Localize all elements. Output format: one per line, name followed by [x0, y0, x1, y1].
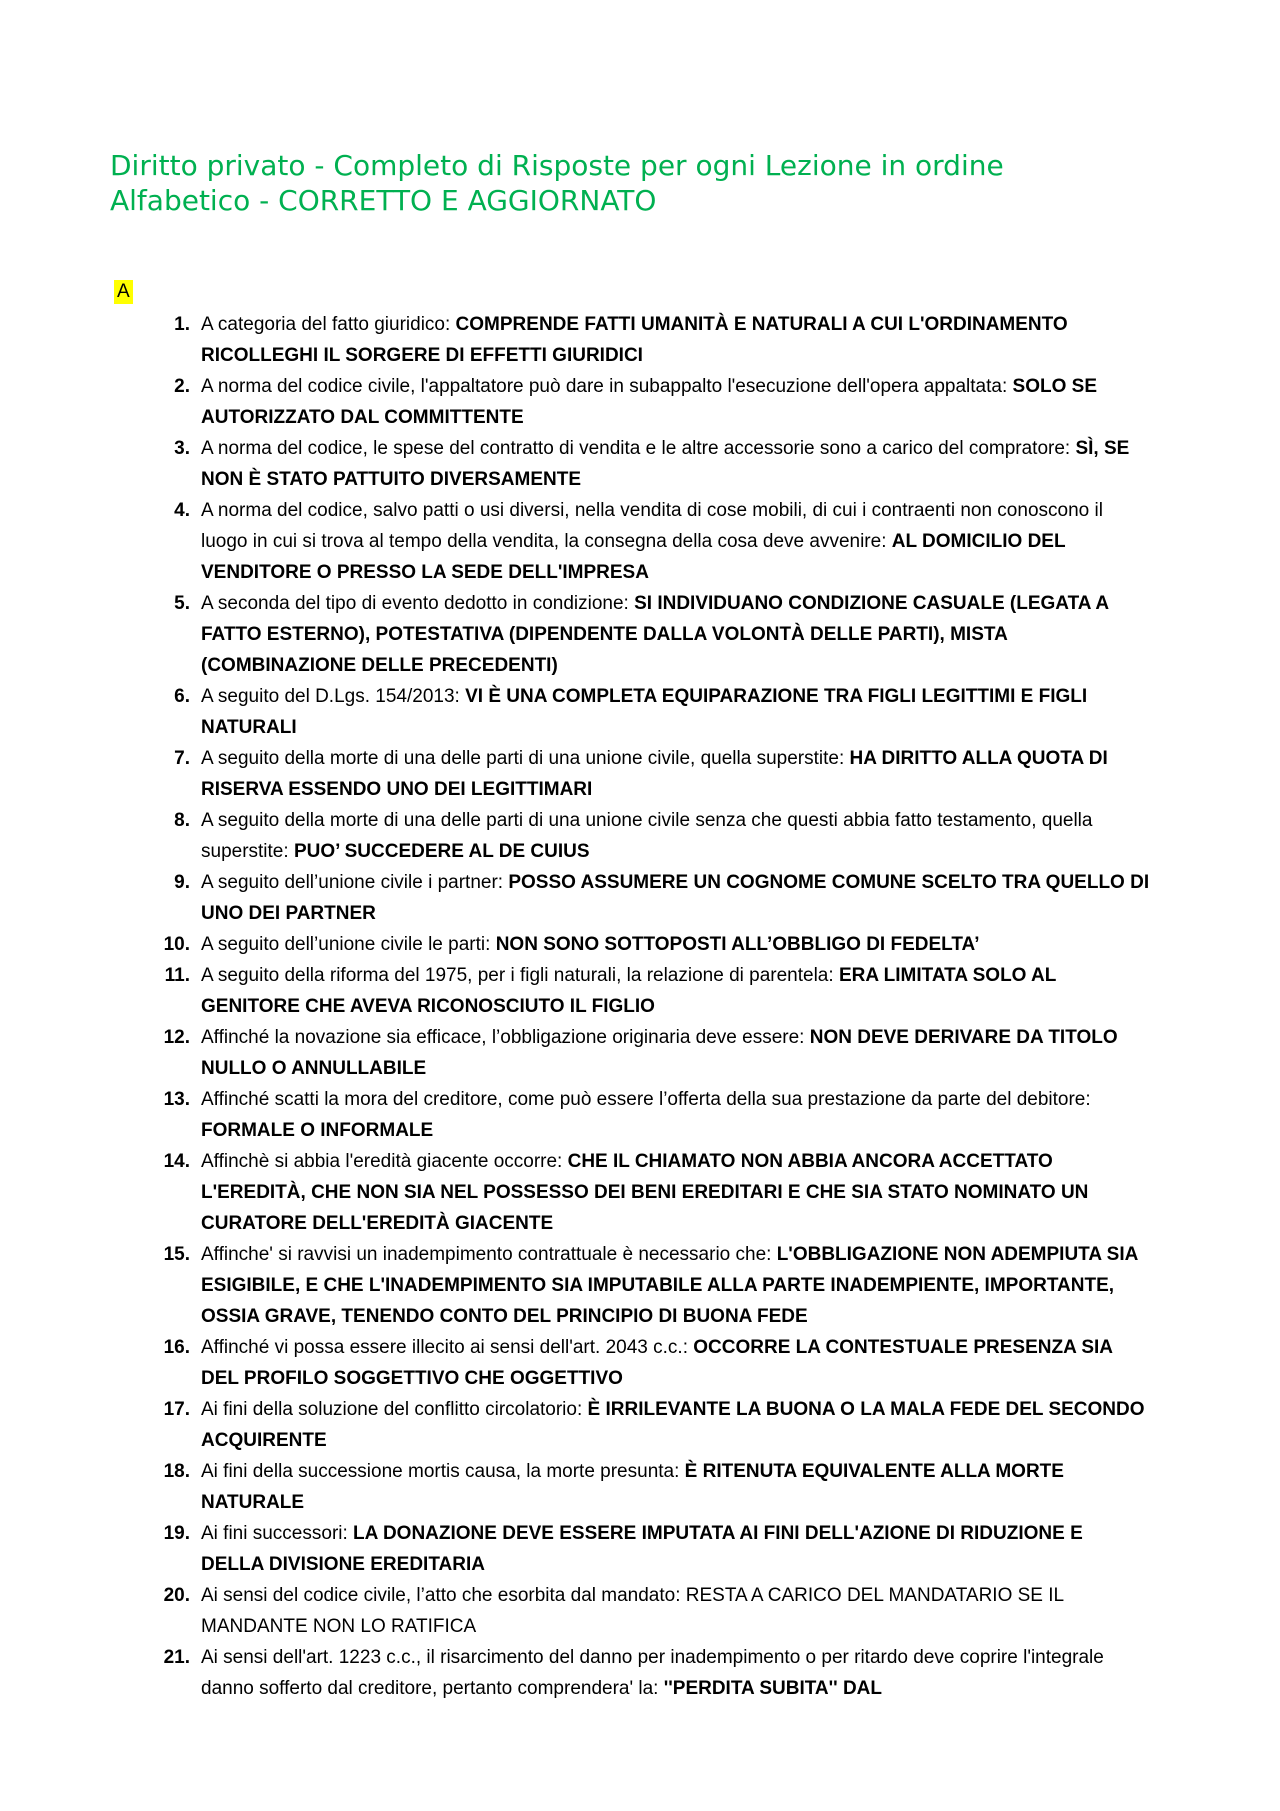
- question-item: [0, 1332, 1280, 1394]
- question-number: 14.: [163, 1151, 190, 1172]
- question-number: 1.: [174, 314, 190, 335]
- question-item: [0, 1518, 1280, 1580]
- document-title: Diritto privato - Completo di Risposte per ogni Lezione in ordine Alfabetico - CORRETTO E AGGIORNATO: [110, 149, 1004, 217]
- answer-text: LA DONAZIONE DEVE ESSERE IMPUTATA AI FINI DELL'AZIONE DI RIDUZIONE E DELLA DIVISIONE EREDITARIA: [201, 1523, 1083, 1575]
- question-number: 20.: [163, 1585, 190, 1606]
- question-item: [0, 1022, 1280, 1084]
- answer-text: SI INDIVIDUANO CONDIZIONE CASUALE (LEGATA A FATTO ESTERNO), POTESTATIVA (DIPENDENTE DALLA VOLONTÀ DELLE PARTI), MISTA (COMBINAZIONE DELLE PRECEDENTI): [201, 593, 1109, 676]
- question-number: 4.: [174, 500, 190, 521]
- answer-text: HA DIRITTO ALLA QUOTA DI RISERVA ESSENDO UNO DEI LEGITTIMARI: [201, 748, 1108, 800]
- question-number: 3.: [174, 438, 190, 459]
- answer-text: È IRRILEVANTE LA BUONA O LA MALA FEDE DEL SECONDO ACQUIRENTE: [201, 1399, 1145, 1451]
- question-text: A seguito della morte di una delle parti di una unione civile senza che questi abbia fatto testamento, quella superstite:: [201, 810, 1093, 862]
- question-number: 12.: [163, 1027, 190, 1048]
- question-text: Affinche' si ravvisi un inadempimento contrattuale è necessario che:: [201, 1244, 777, 1265]
- question-number: 21.: [163, 1647, 190, 1668]
- question-text: Ai sensi dell'art. 1223 c.c., il risarcimento del danno per inadempimento o per ritardo deve coprire l'integrale danno sofferto dal creditore, pertanto comprendera' la:: [201, 1647, 1104, 1699]
- question-text: A norma del codice, salvo patti o usi diversi, nella vendita di cose mobili, di cui i contraenti non conoscono il luogo in cui si trova al tempo della vendita, la consegna della cosa deve avvenire:: [201, 500, 1103, 552]
- question-item: [0, 805, 1280, 867]
- question-number: 17.: [163, 1399, 190, 1420]
- question-number: 10.: [163, 934, 190, 955]
- answer-text: CHE IL CHIAMATO NON ABBIA ANCORA ACCETTATO L'EREDITÀ, CHE NON SIA NEL POSSESSO DEI BENI EREDITARI E CHE SIA STATO NOMINATO UN CURATORE DELL'EREDITÀ GIACENTE: [201, 1151, 1089, 1234]
- question-text: Affinchè si abbia l'eredità giacente occorre:: [201, 1151, 568, 1172]
- question-text: A seguito della morte di una delle parti di una unione civile, quella superstite:: [201, 748, 850, 769]
- question-number: 11.: [164, 965, 190, 986]
- question-number: 2.: [174, 376, 190, 397]
- question-item: [0, 960, 1280, 1022]
- question-number: 15.: [163, 1244, 190, 1265]
- section-letter-a: A: [114, 280, 133, 304]
- question-number: 6.: [174, 686, 190, 707]
- question-text: Affinché la novazione sia efficace, l’obbligazione originaria deve essere:: [201, 1027, 810, 1048]
- question-text: Affinché scatti la mora del creditore, come può essere l’offerta della sua prestazione da parte del debitore:: [201, 1089, 1091, 1110]
- answer-text: NON SONO SOTTOPOSTI ALL’OBBLIGO DI FEDELTA’: [495, 934, 980, 955]
- answer-text: È RITENUTA EQUIVALENTE ALLA MORTE NATURALE: [201, 1461, 1064, 1513]
- question-number: 7.: [174, 748, 190, 769]
- question-item: [0, 588, 1280, 681]
- answer-text: ERA LIMITATA SOLO AL GENITORE CHE AVEVA RICONOSCIUTO IL FIGLIO: [201, 965, 1057, 1017]
- question-item: [0, 1394, 1280, 1456]
- answer-text: OCCORRE LA CONTESTUALE PRESENZA SIA DEL PROFILO SOGGETTIVO CHE OGGETTIVO: [201, 1337, 1113, 1389]
- question-text: Ai fini della soluzione del conflitto circolatorio:: [201, 1399, 588, 1420]
- question-number: 13.: [163, 1089, 190, 1110]
- question-text: Ai fini successori:: [201, 1523, 354, 1544]
- answer-text: PUO’ SUCCEDERE AL DE CUIUS: [293, 841, 590, 862]
- question-item: [0, 1456, 1280, 1518]
- question-text: A norma del codice civile, l'appaltatore può dare in subappalto l'esecuzione dell'opera appaltata:: [201, 376, 1013, 397]
- question-text: Ai sensi del codice civile, l’atto che esorbita dal mandato:: [201, 1585, 686, 1606]
- answer-text: ''PERDITA SUBITA'' DAL: [663, 1678, 883, 1699]
- answer-text: SÌ, SE NON È STATO PATTUITO DIVERSAMENTE: [201, 438, 1130, 490]
- question-number: 8.: [174, 810, 190, 831]
- question-number: 18.: [163, 1461, 190, 1482]
- question-item: [0, 929, 1280, 960]
- question-text: A seconda del tipo di evento dedotto in condizione:: [201, 593, 635, 614]
- answer-text: L'OBBLIGAZIONE NON ADEMPIUTA SIA ESIGIBILE, E CHE L'INADEMPIMENTO SIA IMPUTABILE ALLA PARTE INADEMPIENTE, IMPORTANTE, OSSIA GRAVE, TENENDO CONTO DEL PRINCIPIO DI BUONA FEDE: [201, 1244, 1138, 1327]
- answer-text: NON DEVE DERIVARE DA TITOLO NULLO O ANNULLABILE: [201, 1027, 1118, 1079]
- question-item: [0, 743, 1280, 805]
- question-number: 5.: [174, 593, 190, 614]
- answer-text: SOLO SE AUTORIZZATO DAL COMMITTENTE: [201, 376, 1097, 428]
- question-item: [0, 1642, 1280, 1704]
- question-number: 16.: [163, 1337, 190, 1358]
- question-item: [0, 1084, 1280, 1146]
- question-text: A seguito dell’unione civile i partner:: [201, 872, 509, 893]
- question-text: A seguito della riforma del 1975, per i figli naturali, la relazione di parentela:: [201, 965, 839, 986]
- question-text: A seguito dell’unione civile le parti:: [201, 934, 496, 955]
- answer-text: COMPRENDE FATTI UMANITÀ E NATURALI A CUI L'ORDINAMENTO RICOLLEGHI IL SORGERE DI EFFETTI GIURIDICI: [201, 314, 1068, 366]
- question-text: A norma del codice, le spese del contratto di vendita e le altre accessorie sono a carico del compratore:: [201, 438, 1076, 459]
- question-item: [0, 371, 1280, 433]
- question-list: [0, 309, 1280, 1704]
- question-item: [0, 1580, 1280, 1642]
- question-text: Ai fini della successione mortis causa, la morte presunta:: [201, 1461, 685, 1482]
- question-item: [0, 495, 1280, 588]
- question-text: Affinché vi possa essere illecito ai sensi dell'art. 2043 c.c.:: [201, 1337, 694, 1358]
- question-item: [0, 681, 1280, 743]
- answer-text: RESTA A CARICO DEL MANDATARIO SE IL MANDANTE NON LO RATIFICA: [201, 1585, 1064, 1637]
- question-item: [0, 867, 1280, 929]
- answer-text: FORMALE O INFORMALE: [201, 1120, 434, 1141]
- question-item: [0, 433, 1280, 495]
- answer-text: POSSO ASSUMERE UN COGNOME COMUNE SCELTO TRA QUELLO DI UNO DEI PARTNER: [201, 872, 1150, 924]
- question-number: 9.: [174, 872, 190, 893]
- question-item: [0, 1146, 1280, 1239]
- question-text: A categoria del fatto giuridico:: [201, 314, 456, 335]
- question-item: [0, 1239, 1280, 1332]
- question-number: 19.: [163, 1523, 190, 1544]
- answer-text: VI È UNA COMPLETA EQUIPARAZIONE TRA FIGLI LEGITTIMI E FIGLI NATURALI: [201, 686, 1088, 738]
- question-text: A seguito del D.Lgs. 154/2013:: [201, 686, 466, 707]
- answer-text: AL DOMICILIO DEL VENDITORE O PRESSO LA SEDE DELL'IMPRESA: [201, 531, 1066, 583]
- question-item: [0, 309, 1280, 371]
